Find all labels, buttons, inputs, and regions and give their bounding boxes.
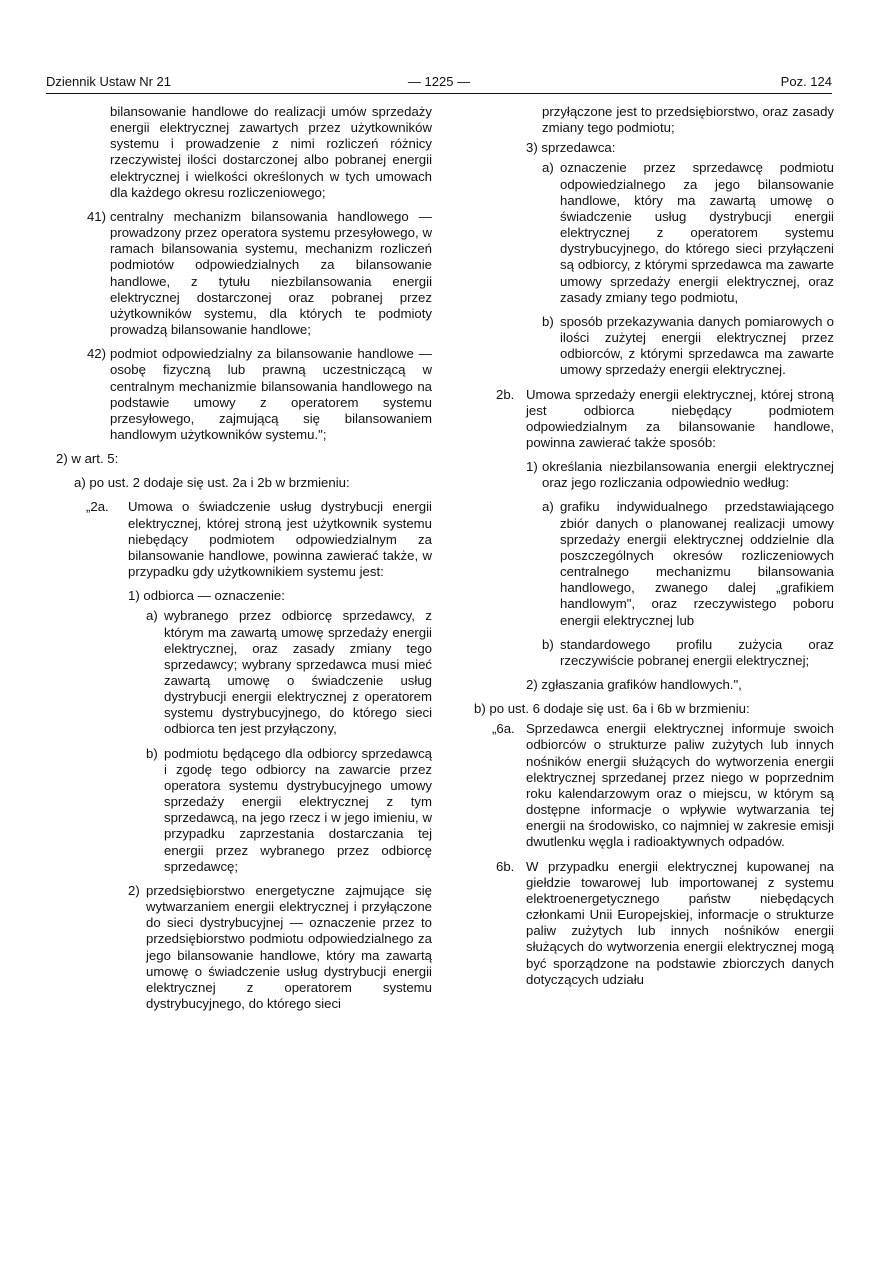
paragraph-text: Umowa sprzedaży energii elektrycznej, której stroną jest odbiorca niebędący podmiotem odpowiedzialnym za bilansowanie handlowe, powinna zawierać także sposób: [526,386,834,450]
paragraph-text: oznaczenie przez sprzedawcę podmiotu odpowiedzialnego za jego bilansowanie handlowe, który ma zawartą umowę o świadczenie usług dystrybucji energii elektrycznej z operatorem systemu dystrybucyjnego, do którego sieci przyłączeni są odbiorcy, z którymi sprzedawca ma zawarte umowy sprzedaży energii elektrycznej, oraz zasady zmiany tego podmiotu, [560,160,834,305]
item-letter: b) [146,745,158,761]
subpoint-1-heading [50,588,432,604]
item-number: 41) [86,208,106,224]
amendment-art-5-heading [50,451,432,467]
letter-a-item [50,608,432,737]
subpoint-2-grafiki [474,677,834,693]
section-6b [474,859,834,988]
paragraph-text: grafiku indywidualnego przedstawiającego zbiór danych o planowanej realizacji umowy sprzedaży energii elektrycznej oddzielnie dla poszczególnych okresów rozliczeniowych centralnego mechanizmu bilansowania handlowego, zwanego dalej „grafikiem handlowym", oraz rzeczywistego poboru energii elektrycznej lub [560,499,834,628]
letter-b-item [50,746,432,875]
left-column [50,104,432,1020]
item-number: 2) [128,882,140,898]
paragraph-text: przyłączone jest to przedsiębiorstwo, oraz zasady zmiany tego podmiotu; [542,104,834,136]
paragraph-text: a) po ust. 2 dodaje się ust. 2a i 2b w brzmieniu: [74,475,350,491]
definition-41 [50,209,432,338]
subpoint-1 [474,459,834,491]
paragraph-text: przedsiębiorstwo energetyczne zajmujące się wytwarzaniem energii elektrycznej i przyłączone do sieci dystrybucyjnej — oznaczenie przez to przedsiębiorstwo podmiotu odpowiedzialnego za jego bilansowanie handlowe, który ma zawartą umowę o świadczenie usług dystrybucji energii elektrycznej z operatorem systemu dystrybucyjnego, do którego sieci [146,882,432,1011]
journal-title: Dziennik Ustaw Nr 21 [46,74,171,89]
paragraph-text: W przypadku energii elektrycznej kupowanej na giełdzie towarowej lub importowanej z systemu elektroenergetycznego państw niebędących członkami Unii Europejskiej, informacje o strukturze paliw zużytych lub innych nośników energii służących do wytworzenia energii elektrycznej mogą być sporządzone na podstawie zbiorczych danych dotyczących udziału [526,858,834,987]
position-number: Poz. 124 [780,74,832,89]
item-letter: a) [542,499,554,515]
paragraph-text: centralny mechanizm bilansowania handlowego — prowadzony przez operatora systemu przesyłowego, w ramach bilansowania systemu, mechanizm rozliczeń podmiotów odpowiedzialnych za bilansowanie handlowe, z tytułu niezbilansowania energii elektrycznej dostarczonej oraz pobranej przez użytkowników systemu, dla których te podmioty prowadzą bilansowanie handlowe; [110,208,432,338]
paragraph-text: Sprzedawca energii elektrycznej informuje swoich odbiorców o strukturze paliw zużytych lub innych nośników energii służących do wytworzenia energii elektrycznej sprzedanej przez niego w poprzednim roku kalendarzowym oraz o miejscu, w którym są dostępne informacje o wpływie wytwarzania tej energii na środowisko, co najmniej w zakresie emisji dwutlenku węgla i radioaktywnych odpadów. [526,721,834,850]
letter-b-item [474,314,834,379]
paragraph-text: podmiot odpowiedzialny za bilansowanie handlowe — osobę fizyczną lub prawną uczestniczącą w centralnym mechanizmie bilansowania handlowego na podstawie umowy z operatorem systemu przesyłowego, zajmującą się bilansowaniem handlowym użytkowników systemu."; [110,346,432,442]
page-number: — 1225 — [407,74,471,89]
subpoint-2-continuation [474,104,834,136]
section-number: 2b. [496,386,515,402]
paragraph-text: wybranego przez odbiorcę sprzedawcy, z którym ma zawartą umowę sprzedaży energii elektrycznej, oraz zasady zmiany tego sprzedawcy; wybrany sprzedawca musi mieć zawartą umowę o świadczenie usług dystrybucji energii elektrycznej z operatorem systemu dystrybucyjnego, do którego sieci odbiorca ten jest przyłączony, [164,608,432,737]
paragraph-text: 1) odbiorca — oznaczenie: [128,588,285,604]
item-number: 42) [86,346,106,362]
definition-42 [50,346,432,443]
page-header [46,72,832,92]
right-column [474,104,834,996]
section-2a [50,499,432,580]
paragraph-text: standardowego profilu zużycia oraz rzeczywiście pobranej energii elektrycznej; [560,636,834,668]
point-b-heading [474,701,834,717]
paragraph-text: 2) w art. 5: [56,451,119,467]
section-number: 6b. [496,858,515,874]
item-number: 1) [526,459,538,475]
paragraph-text: określania niezbilansowania energii elektrycznej oraz jego rozliczania odpowiednio według: [542,459,834,491]
paragraph-text: b) po ust. 6 dodaje się ust. 6a i 6b w brzmieniu: [474,701,750,717]
subpoint-2 [50,883,432,1012]
item-letter: a) [146,608,158,624]
header-rule [46,93,832,94]
letter-a-item [474,160,834,305]
section-6a [474,721,834,850]
paragraph-text: podmiotu będącego dla odbiorcy sprzedawcą i zgodę tego odbiorcy na zawarcie przez operatora systemu dystrybucyjnego umowy sprzedaży energii elektrycznej z tym sprzedawcą, na jego rzecz i w jego imieniu, w przypadku zaprzestania dostarczania tej energii przez wybranego przez odbiorcę sprzedawcę; [164,745,432,874]
definition-40-continuation [50,104,432,201]
paragraph-text: Umowa o świadczenie usług dystrybucji energii elektrycznej, której stroną jest użytkownik systemu niebędący podmiotem odpowiedzialnym za bilansowanie handlowe, powinna zawierać także, w przypadku gdy użytkownikiem systemu jest: [128,499,432,580]
section-number: „2a. [86,499,109,515]
section-number: „6a. [492,721,515,737]
item-letter: a) [542,160,554,176]
section-2b [474,387,834,452]
letter-b-item [474,637,834,669]
paragraph-text: sposób przekazywania danych pomiarowych o ilości zużytej energii elektrycznej przez odbiorców, z którymi sprzedawca ma zawarte umowy sprzedaży energii elektrycznej. [560,313,834,378]
letter-a-item [474,499,834,628]
item-letter: b) [542,636,554,652]
paragraph-text: bilansowanie handlowe do realizacji umów sprzedaży energii elektrycznej zawartych przez użytkowników systemu i prowadzenie z nimi rozliczeń różnicy rzeczywistej ilości dostarczonej albo pobranej energii elektrycznej i wielkości określonych w tych umowach dla każdego okresu rozliczeniowego; [110,104,432,200]
point-a-heading [50,475,432,491]
item-letter: b) [542,313,554,329]
paragraph-text: 2) zgłaszania grafików handlowych.", [526,677,742,692]
paragraph-text: 3) sprzedawca: [526,140,616,156]
subpoint-3-heading [474,140,834,156]
